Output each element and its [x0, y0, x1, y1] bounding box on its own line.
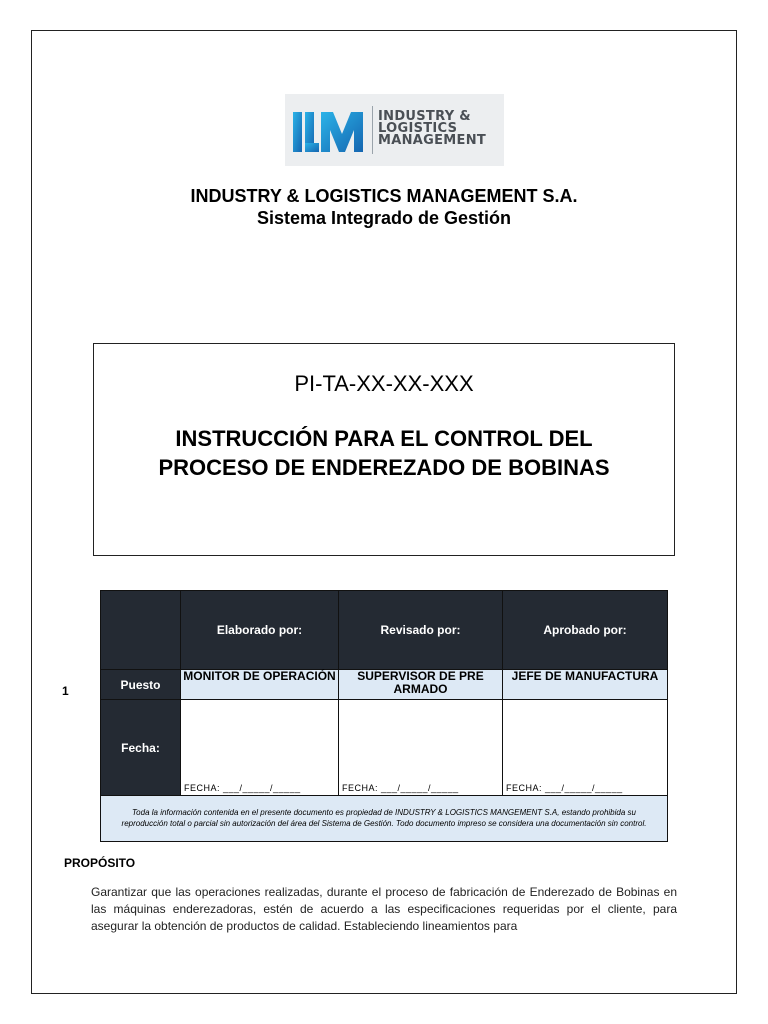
- ilm-logo-icon: [289, 100, 369, 160]
- system-name: Sistema Integrado de Gestión: [256, 208, 512, 228]
- company-heading: [31, 185, 737, 229]
- company-name: INDUSTRY & LOGISTICS MANAGEMENT S.A.: [190, 186, 578, 206]
- document-title: INSTRUCCIÓN PARA EL CONTROL DEL PROCESO DE ENDEREZADO DE BOBINAS: [158, 426, 610, 480]
- company-logo: [285, 94, 504, 166]
- logo-wordmark: INDUSTRY & LOGISTICS MANAGEMENT: [378, 109, 487, 148]
- confidentiality-note: Toda la información contenida en el presente documento es propiedad de INDUSTRY & LOGISTICS MANGEMENT S.A, estando prohibida su reproducción total o parcial sin autorización del área del Sistema de Gestión. Todo documento impreso se considera una documentación sin control.: [101, 796, 668, 842]
- document-code: PI-TA-XX-XX-XXX: [294, 371, 474, 396]
- puesto-aprobado: JEFE DE MANUFACTURA: [503, 670, 668, 700]
- puesto-elaborado: MONITOR DE OPERACIÓN: [181, 670, 339, 700]
- header-revisado: Revisado por:: [339, 591, 503, 670]
- header-elaborado: Elaborado por:: [181, 591, 339, 670]
- logo-separator: [372, 106, 373, 154]
- approvals-table: [100, 590, 668, 842]
- purpose-text: Garantizar que las operaciones realizadas, durante el proceso de fabricación de Enderezado de Bobinas en las máquinas enderezadoras, estén de acuerdo a las especificaciones requeridas por el cliente, para asegurar la obtención de productos de calidad. Estableciendo lineamientos para: [91, 885, 677, 933]
- section-number: 1: [62, 684, 69, 698]
- puesto-label: Puesto: [101, 670, 181, 700]
- fecha-aprobado[interactable]: FECHA: ___/_____/_____: [503, 700, 668, 796]
- fecha-revisado[interactable]: FECHA: ___/_____/_____: [339, 700, 503, 796]
- fecha-label: Fecha:: [101, 700, 181, 796]
- header-corner: [101, 591, 181, 670]
- header-aprobado: Aprobado por:: [503, 591, 668, 670]
- purpose-title: PROPÓSITO: [64, 856, 136, 870]
- document-title-box: [93, 343, 675, 556]
- fecha-elaborado[interactable]: FECHA: ___/_____/_____: [181, 700, 339, 796]
- puesto-revisado: SUPERVISOR DE PRE ARMADO: [339, 670, 503, 700]
